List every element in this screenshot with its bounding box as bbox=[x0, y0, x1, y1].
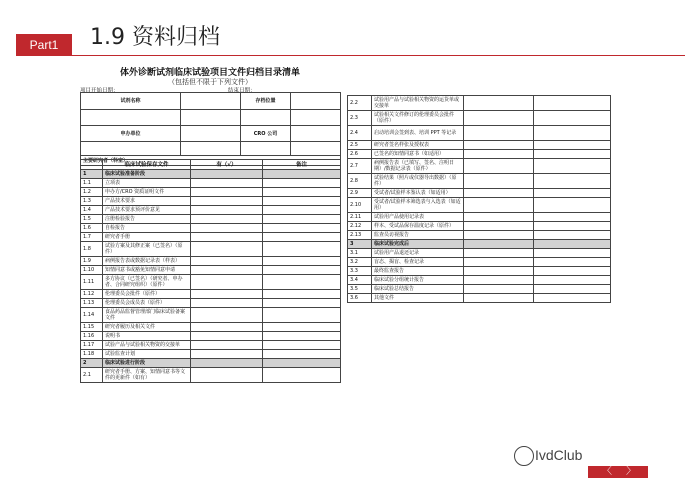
row-has-cell bbox=[464, 285, 534, 294]
section-row bbox=[348, 240, 611, 249]
row-has-cell bbox=[464, 249, 534, 258]
table-row bbox=[81, 332, 341, 341]
row-number: 2.4 bbox=[348, 126, 372, 141]
row-document-name: 其他文件 bbox=[372, 294, 464, 303]
row-has-cell bbox=[191, 266, 263, 275]
row-note-cell bbox=[534, 111, 611, 126]
table-row bbox=[81, 341, 341, 350]
col-header-note: 备注 bbox=[263, 160, 341, 170]
wechat-logo-icon bbox=[514, 446, 534, 466]
row-document-name: 监查员访视报告 bbox=[372, 231, 464, 240]
table-row bbox=[81, 323, 341, 332]
row-note-cell bbox=[263, 224, 341, 233]
table-row bbox=[348, 198, 611, 213]
row-number: 2.8 bbox=[348, 174, 372, 189]
row-document-name: 受试者/试验样本鉴认表（如适用） bbox=[372, 189, 464, 198]
table-row bbox=[81, 275, 341, 290]
row-number: 1.17 bbox=[81, 341, 103, 350]
row-number: 1.7 bbox=[81, 233, 103, 242]
row-has-cell bbox=[191, 332, 263, 341]
col-header-document: 临床试验保存文件 bbox=[103, 160, 191, 170]
row-note-cell bbox=[534, 159, 611, 174]
row-note-cell bbox=[263, 188, 341, 197]
row-number: 2.10 bbox=[348, 198, 372, 213]
row-has-cell bbox=[464, 222, 534, 231]
row-has-cell bbox=[191, 215, 263, 224]
row-has-cell bbox=[464, 276, 534, 285]
row-document-name: 启动培训会签到表、培训 PPT 等记录 bbox=[372, 126, 464, 141]
row-has-cell bbox=[191, 308, 263, 323]
row-document-name: 临床试验完成后 bbox=[372, 240, 464, 249]
row-note-cell bbox=[534, 213, 611, 222]
row-note-cell bbox=[534, 267, 611, 276]
row-document-name: 病例报告表或数据记录表（样表） bbox=[103, 257, 191, 266]
row-has-cell bbox=[191, 368, 263, 383]
row-document-name: 试验方案及其修正案（已签名）（原件） bbox=[103, 242, 191, 257]
table-row bbox=[348, 294, 611, 303]
row-document-name: 研究者手册 bbox=[103, 233, 191, 242]
table-row bbox=[348, 111, 611, 126]
table-row bbox=[81, 188, 341, 197]
part-label: Part1 bbox=[16, 34, 72, 56]
row-number: 1.11 bbox=[81, 275, 103, 290]
row-note-cell bbox=[534, 276, 611, 285]
row-number: 1.13 bbox=[81, 299, 103, 308]
row-has-cell bbox=[191, 206, 263, 215]
row-number: 1.3 bbox=[81, 197, 103, 206]
row-number: 1.5 bbox=[81, 215, 103, 224]
row-note-cell bbox=[263, 266, 341, 275]
table-row bbox=[81, 368, 341, 383]
table-row bbox=[81, 224, 341, 233]
row-has-cell bbox=[464, 174, 534, 189]
row-number: 3.4 bbox=[348, 276, 372, 285]
slide-nav bbox=[588, 466, 648, 478]
row-note-cell bbox=[534, 141, 611, 150]
col-header-has: 有（√） bbox=[191, 160, 263, 170]
row-number: 2.1 bbox=[81, 368, 103, 383]
row-has-cell bbox=[464, 159, 534, 174]
row-document-name: 盲态、揭盲、检查记录 bbox=[372, 258, 464, 267]
row-document-name: 受试者/试验样本筛选表与入选表（如适用） bbox=[372, 198, 464, 213]
row-note-cell bbox=[534, 150, 611, 159]
table-row bbox=[81, 206, 341, 215]
row-has-cell bbox=[464, 150, 534, 159]
row-number: 1.18 bbox=[81, 350, 103, 359]
row-has-cell bbox=[464, 189, 534, 198]
table-row bbox=[348, 213, 611, 222]
row-document-name: 研究者手册、方案、知情同意书等文件的更新件（如有） bbox=[103, 368, 191, 383]
row-number: 3.5 bbox=[348, 285, 372, 294]
row-number: 1.6 bbox=[81, 224, 103, 233]
table-row bbox=[348, 174, 611, 189]
row-has-cell bbox=[191, 290, 263, 299]
row-document-name: 试验用产品退还记录 bbox=[372, 249, 464, 258]
row-note-cell bbox=[534, 126, 611, 141]
row-document-name: 临床试验准备阶段 bbox=[103, 170, 191, 179]
row-number: 1.1 bbox=[81, 179, 103, 188]
row-note-cell bbox=[263, 170, 341, 179]
row-has-cell bbox=[464, 96, 534, 111]
table-row bbox=[348, 141, 611, 150]
watermark-text: IvdClub bbox=[535, 447, 583, 463]
row-document-name: 试验用产品与试验相关物资的运货单或交接单 bbox=[372, 96, 464, 111]
row-note-cell bbox=[534, 96, 611, 111]
row-document-name: 研究者签名样张及授权表 bbox=[372, 141, 464, 150]
row-document-name: 试验结果（照片或仪器导出数据）（原件） bbox=[372, 174, 464, 189]
table-row bbox=[81, 242, 341, 257]
row-has-cell bbox=[464, 126, 534, 141]
row-document-name: 食品药品监督管理部门临床试验备案文件 bbox=[103, 308, 191, 323]
row-note-cell bbox=[534, 240, 611, 249]
row-document-name: 产品技术要求 bbox=[103, 197, 191, 206]
row-number: 1.9 bbox=[81, 257, 103, 266]
row-number: 3 bbox=[348, 240, 372, 249]
row-has-cell bbox=[191, 341, 263, 350]
table-row bbox=[348, 159, 611, 174]
row-has-cell bbox=[191, 179, 263, 188]
row-number: 2.3 bbox=[348, 111, 372, 126]
table-row bbox=[348, 150, 611, 159]
table-row bbox=[81, 215, 341, 224]
row-note-cell bbox=[534, 258, 611, 267]
row-has-cell bbox=[464, 240, 534, 249]
table-row bbox=[348, 285, 611, 294]
row-has-cell bbox=[191, 224, 263, 233]
reagent-label: 试剂名称 bbox=[81, 93, 181, 110]
row-has-cell bbox=[191, 197, 263, 206]
archive-table-left bbox=[80, 159, 341, 383]
row-note-cell bbox=[263, 197, 341, 206]
row-document-name: 病例报告表（已填写、签名、注明日期）/数据记录表（原件） bbox=[372, 159, 464, 174]
row-note-cell bbox=[263, 341, 341, 350]
row-has-cell bbox=[191, 350, 263, 359]
row-has-cell bbox=[464, 258, 534, 267]
row-has-cell bbox=[191, 275, 263, 290]
table-row bbox=[348, 222, 611, 231]
row-note-cell bbox=[263, 257, 341, 266]
row-note-cell bbox=[534, 249, 611, 258]
row-document-name: 知情同意书或豁免知情同意申请 bbox=[103, 266, 191, 275]
row-has-cell bbox=[191, 323, 263, 332]
row-has-cell bbox=[464, 198, 534, 213]
row-document-name: 伦理委员会批件（原件） bbox=[103, 290, 191, 299]
row-number: 1.12 bbox=[81, 290, 103, 299]
storage-label: 存档位置 bbox=[241, 93, 291, 110]
row-number: 2 bbox=[81, 359, 103, 368]
row-has-cell bbox=[464, 231, 534, 240]
row-note-cell bbox=[263, 179, 341, 188]
row-document-name: 说明书 bbox=[103, 332, 191, 341]
info-table bbox=[80, 92, 341, 166]
table-row bbox=[81, 290, 341, 299]
table-row bbox=[81, 179, 341, 188]
row-note-cell bbox=[263, 308, 341, 323]
row-has-cell bbox=[464, 111, 534, 126]
prev-arrow-icon[interactable]: 〈 bbox=[602, 466, 612, 477]
row-note-cell bbox=[263, 368, 341, 383]
row-document-name: 研究者履历及相关文件 bbox=[103, 323, 191, 332]
row-note-cell bbox=[263, 323, 341, 332]
document-subtitle: （包括但不限于下列文件） bbox=[168, 78, 252, 86]
row-has-cell bbox=[191, 359, 263, 368]
row-number: 1 bbox=[81, 170, 103, 179]
row-number: 1.16 bbox=[81, 332, 103, 341]
table-row bbox=[348, 96, 611, 111]
row-number: 1.2 bbox=[81, 188, 103, 197]
row-note-cell bbox=[534, 231, 611, 240]
row-note-cell bbox=[534, 285, 611, 294]
row-document-name: 立项表 bbox=[103, 179, 191, 188]
table-row bbox=[81, 308, 341, 323]
row-note-cell bbox=[534, 294, 611, 303]
row-note-cell bbox=[263, 332, 341, 341]
row-number: 2.5 bbox=[348, 141, 372, 150]
row-has-cell bbox=[191, 188, 263, 197]
row-has-cell bbox=[464, 213, 534, 222]
row-number: 3.6 bbox=[348, 294, 372, 303]
slide-title: 1.9 资料归档 bbox=[90, 25, 220, 50]
row-document-name: 试验相关文件修订的伦理委员会批件（原件） bbox=[372, 111, 464, 126]
start-date-label: 项目开始日期： bbox=[80, 88, 119, 94]
row-number: 1.4 bbox=[81, 206, 103, 215]
row-note-cell bbox=[263, 290, 341, 299]
table-row bbox=[348, 258, 611, 267]
row-note-cell bbox=[534, 189, 611, 198]
row-note-cell bbox=[263, 299, 341, 308]
table-row bbox=[348, 276, 611, 285]
row-number: 2.9 bbox=[348, 189, 372, 198]
row-note-cell bbox=[263, 215, 341, 224]
row-number: 3.2 bbox=[348, 258, 372, 267]
row-document-name: 临床试验分组统计报告 bbox=[372, 276, 464, 285]
table-row bbox=[81, 257, 341, 266]
row-note-cell bbox=[263, 359, 341, 368]
section-row bbox=[81, 170, 341, 179]
row-document-name: 试验用产品使用记录表 bbox=[372, 213, 464, 222]
row-document-name: 最终监查报告 bbox=[372, 267, 464, 276]
row-document-name: 临床试验进行阶段 bbox=[103, 359, 191, 368]
table-row bbox=[81, 299, 341, 308]
row-document-name: 产品技术要求预评价意见 bbox=[103, 206, 191, 215]
row-has-cell bbox=[191, 233, 263, 242]
row-number: 3.3 bbox=[348, 267, 372, 276]
row-number: 3.1 bbox=[348, 249, 372, 258]
row-document-name: 申办方/CRO 资质证明文件 bbox=[103, 188, 191, 197]
end-date-label: 结束日期： bbox=[228, 88, 256, 94]
row-note-cell bbox=[263, 350, 341, 359]
row-note-cell bbox=[263, 206, 341, 215]
row-note-cell bbox=[263, 233, 341, 242]
row-note-cell bbox=[263, 275, 341, 290]
cro-label: CRO 公司 bbox=[241, 126, 291, 142]
row-document-name: 试验监查计划 bbox=[103, 350, 191, 359]
row-number: 2.2 bbox=[348, 96, 372, 111]
pi-label: 主要研究者（科室） bbox=[81, 156, 341, 166]
row-number: 1.8 bbox=[81, 242, 103, 257]
row-number: 1.14 bbox=[81, 308, 103, 323]
row-number: 1.15 bbox=[81, 323, 103, 332]
row-document-name: 试验产品与试验相关物资的交接单 bbox=[103, 341, 191, 350]
table-row bbox=[348, 267, 611, 276]
row-note-cell bbox=[534, 198, 611, 213]
row-document-name: 临床试验总结报告 bbox=[372, 285, 464, 294]
header-divider bbox=[72, 55, 685, 56]
section-row bbox=[81, 359, 341, 368]
row-number: 2.13 bbox=[348, 231, 372, 240]
row-has-cell bbox=[464, 267, 534, 276]
row-has-cell bbox=[464, 294, 534, 303]
row-note-cell bbox=[534, 222, 611, 231]
row-has-cell bbox=[191, 299, 263, 308]
table-row bbox=[348, 249, 611, 258]
row-number: 2.7 bbox=[348, 159, 372, 174]
row-has-cell bbox=[191, 242, 263, 257]
row-note-cell bbox=[534, 174, 611, 189]
table-row bbox=[81, 197, 341, 206]
next-arrow-icon[interactable]: 〉 bbox=[626, 466, 636, 477]
row-number: 2.6 bbox=[348, 150, 372, 159]
row-note-cell bbox=[263, 242, 341, 257]
table-row bbox=[348, 189, 611, 198]
table-row bbox=[348, 231, 611, 240]
row-document-name: 注册检验报告 bbox=[103, 215, 191, 224]
row-document-name: 伦理委员会成员表（原件） bbox=[103, 299, 191, 308]
table-row bbox=[81, 266, 341, 275]
row-document-name: 自检报告 bbox=[103, 224, 191, 233]
row-number: 2.12 bbox=[348, 222, 372, 231]
row-number: 1.10 bbox=[81, 266, 103, 275]
row-number: 2.11 bbox=[348, 213, 372, 222]
row-document-name: 样本、受试品保存温度记录（原件） bbox=[372, 222, 464, 231]
row-has-cell bbox=[191, 170, 263, 179]
sponsor-label: 申办单位 bbox=[81, 126, 181, 142]
row-document-name: 已签名的知情同意书（如适用） bbox=[372, 150, 464, 159]
archive-table-right bbox=[347, 95, 611, 303]
table-row bbox=[81, 350, 341, 359]
row-has-cell bbox=[191, 257, 263, 266]
row-document-name: 多方协议（已签名）（研究者、申办者、合同研究组织）（原件） bbox=[103, 275, 191, 290]
row-has-cell bbox=[464, 141, 534, 150]
table-row bbox=[348, 126, 611, 141]
table-row bbox=[81, 233, 341, 242]
document-title: 体外诊断试剂临床试验项目文件归档目录清单 bbox=[119, 68, 300, 78]
